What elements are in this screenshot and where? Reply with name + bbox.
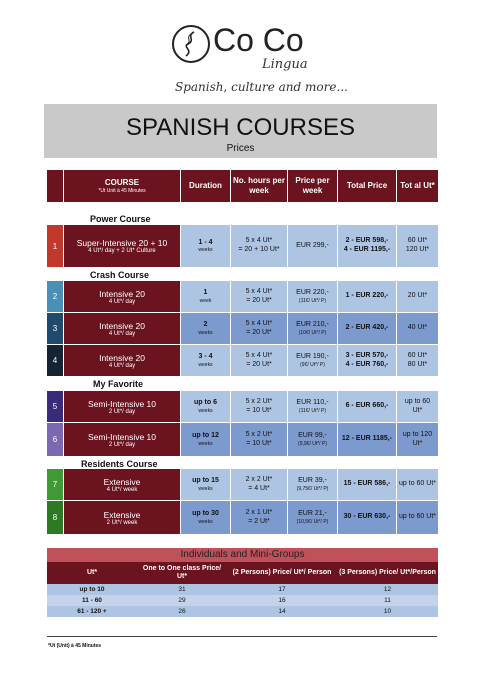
ut-cell — [397, 345, 438, 376]
course-name-cell — [64, 313, 180, 344]
hours-value: 5 x 4 Ut* — [245, 351, 273, 359]
header-price-week: Price per week — [288, 170, 337, 202]
course-detail: 4 Ut*/ day — [108, 330, 136, 337]
price-value: EUR 21,- — [298, 510, 327, 517]
price-one-to-one: 26 — [178, 608, 186, 615]
duration-value: 2 — [203, 321, 208, 328]
page-title: SPANISH COURSES — [126, 114, 355, 141]
total-cell — [338, 345, 396, 376]
duration-cell — [181, 225, 230, 267]
section-crash-course: Crash Course — [90, 270, 150, 280]
total-cell — [338, 281, 396, 312]
total-cell — [338, 469, 396, 500]
duration-value: 1 — [203, 289, 208, 296]
total-line-1: 3 - EUR 570,- — [345, 351, 389, 359]
price-value: EUR 190,- — [296, 353, 329, 360]
hours-value: 5 x 4 Ut* — [245, 237, 273, 245]
hours-cell — [231, 423, 287, 456]
hours-total: = 4 Ut* — [248, 484, 270, 492]
price-value: EUR 99,- — [298, 432, 327, 439]
course-detail: 4 Ut*/ week — [106, 486, 138, 493]
hours-value: 5 x 4 Ut* — [245, 319, 273, 327]
hours-cell — [231, 345, 287, 376]
course-name-cell — [64, 281, 180, 312]
price-per-unit: (11€/ Ut*/ P) — [298, 297, 327, 304]
section-my-favorite: My Favorite — [93, 379, 144, 389]
total-cell — [338, 225, 396, 267]
header-number-cell — [47, 170, 63, 202]
row-number: 8 — [47, 501, 63, 534]
course-detail: 4 Ut*/ day — [108, 362, 136, 369]
header-course — [64, 170, 180, 202]
individuals-title: Individuals and Mini-Groups — [47, 548, 438, 562]
total-line-1: 2 - EUR 598,- — [345, 237, 389, 245]
row-number: 2 — [47, 281, 63, 312]
price-cell — [288, 225, 337, 267]
price-cell — [288, 281, 337, 312]
header-course-label: COURSE — [104, 178, 140, 188]
hours-cell — [231, 469, 287, 500]
hours-total: = 20 Ut* — [246, 296, 272, 304]
duration-cell — [181, 281, 230, 312]
ut-line-2: Ut* — [412, 439, 423, 447]
price-value: EUR 220,- — [296, 289, 329, 296]
duration-value: up to 6 — [194, 399, 217, 406]
total-line-1: 2 - EUR 420,- — [345, 324, 389, 332]
hours-value: 2 x 2 Ut* — [245, 475, 273, 483]
hours-total: = 20 + 10 Ut* — [238, 246, 280, 253]
duration-cell — [181, 469, 230, 500]
total-line-2: 4 - EUR 1195,- — [343, 246, 391, 253]
price-cell — [288, 391, 337, 422]
course-name: Intensive 20 — [99, 288, 145, 299]
course-detail: 2 Ut*/ week — [106, 519, 138, 526]
price-per-unit: (10€/ Ut*/ P) — [298, 329, 327, 336]
total-cell — [338, 313, 396, 344]
row-number: 3 — [47, 313, 63, 344]
ut-cell — [397, 423, 438, 456]
total-line-1: 6 - EUR 660,- — [345, 402, 389, 410]
price-per-unit: (9,75€/ Ut*/ P) — [296, 485, 329, 492]
course-detail: 4 Ut*/ day — [108, 298, 136, 305]
ut-range: 61 - 120 + — [77, 608, 107, 615]
section-power-course: Power Course — [90, 214, 151, 224]
ut-cell — [397, 469, 438, 500]
duration-value: up to 15 — [192, 477, 219, 484]
ut-line-2: Ut* — [412, 406, 423, 414]
ut-line-1: up to 60 Ut* — [399, 513, 436, 521]
ut-cell — [397, 391, 438, 422]
hours-total: = 20 Ut* — [246, 360, 272, 368]
duration-unit: weeks — [198, 361, 213, 368]
ut-cell — [397, 225, 438, 267]
price-value: EUR 210,- — [296, 321, 329, 328]
total-line-1: 30 - EUR 630,- — [343, 513, 391, 521]
hours-value: 5 x 4 Ut* — [245, 287, 273, 295]
course-detail: 2 Ut*/ day — [108, 408, 136, 415]
ut-line-2: 80 Ut* — [407, 360, 428, 368]
page-subtitle: Prices — [226, 143, 255, 154]
logo-wave-icon — [180, 30, 200, 58]
duration-unit: weeks — [198, 518, 213, 525]
header-total: Total Price — [338, 170, 396, 202]
individuals-header-three-persons: (3 Persons) Price/ Ut*/Person — [339, 568, 436, 576]
price-cell — [288, 423, 337, 456]
total-line-1: 12 - EUR 1185,- — [341, 435, 393, 443]
ut-line-1: up to 60 — [404, 397, 431, 405]
course-name-cell — [64, 391, 180, 422]
duration-unit: weeks — [198, 485, 213, 492]
row-number: 6 — [47, 423, 63, 456]
hours-cell — [231, 391, 287, 422]
individuals-header-ut: Ut* — [86, 568, 98, 576]
price-two-persons: 14 — [278, 608, 286, 615]
hours-total: = 2 Ut* — [248, 517, 270, 525]
course-name: Intensive 20 — [99, 320, 145, 331]
price-cell — [288, 313, 337, 344]
hours-total: = 10 Ut* — [246, 406, 272, 414]
course-name: Extensive — [103, 509, 141, 520]
price-two-persons: 17 — [278, 586, 286, 593]
total-line-1: 15 - EUR 586,- — [343, 480, 391, 488]
ut-range: up to 10 — [79, 586, 105, 593]
total-line-2: 4 - EUR 760,- — [345, 360, 389, 368]
price-per-unit: (9€/ Ut*/ P) — [300, 361, 325, 368]
duration-unit: week — [199, 297, 212, 304]
price-cell — [288, 469, 337, 500]
row-number: 7 — [47, 469, 63, 500]
ut-line-1: up to 60 Ut* — [399, 480, 436, 488]
hours-cell — [231, 501, 287, 534]
hours-cell — [231, 281, 287, 312]
hours-total: = 20 Ut* — [246, 328, 272, 336]
price-value: EUR 299,- — [296, 241, 329, 249]
duration-cell — [181, 423, 230, 456]
ut-cell — [397, 501, 438, 534]
total-cell — [338, 501, 396, 534]
course-detail: 2 Ut*/ day — [108, 441, 136, 448]
duration-cell — [181, 345, 230, 376]
price-two-persons: 16 — [278, 597, 286, 604]
ut-line-1: 40 Ut* — [407, 324, 428, 332]
hours-value: 2 x 1 Ut* — [245, 508, 273, 516]
price-per-unit: (10,5€/ Ut*/ P) — [296, 518, 329, 525]
footnote: *Ut (Unit) à 45 Minutes — [48, 643, 102, 649]
duration-value: 1 - 4 — [198, 238, 213, 246]
hours-total: = 10 Ut* — [246, 439, 272, 447]
duration-cell — [181, 313, 230, 344]
total-cell — [338, 391, 396, 422]
ut-range: 11 - 60 — [82, 597, 102, 604]
price-three-persons: 12 — [383, 586, 392, 593]
price-value: EUR 39,- — [298, 477, 327, 484]
hours-cell — [231, 313, 287, 344]
price-value: EUR 110,- — [296, 399, 329, 406]
duration-value: 3 - 4 — [198, 353, 213, 360]
course-name: Semi-Intensive 10 — [87, 431, 157, 442]
course-name-cell — [64, 423, 180, 456]
duration-unit: weeks — [198, 407, 213, 414]
duration-cell — [181, 501, 230, 534]
duration-unit: weeks — [198, 247, 213, 254]
hours-value: 5 x 2 Ut* — [245, 430, 273, 438]
course-name: Extensive — [103, 476, 141, 487]
price-per-unit: (11€/ Ut*/ P) — [298, 407, 327, 414]
row-number: 4 — [47, 345, 63, 376]
price-three-persons: 11 — [384, 597, 391, 604]
duration-value: up to 30 — [192, 510, 219, 517]
course-name: Semi-Intensive 10 — [87, 398, 157, 409]
tagline: Spanish, culture and more... — [175, 80, 348, 94]
course-name-cell — [64, 501, 180, 534]
logo-subtitle: Lingua — [262, 57, 308, 72]
price-one-to-one: 31 — [178, 586, 186, 593]
ut-line-1: up to 120 — [402, 430, 433, 438]
duration-unit: weeks — [198, 329, 213, 336]
course-name-cell — [64, 469, 180, 500]
hours-value: 5 x 2 Ut* — [245, 397, 273, 405]
total-line-1: 1 - EUR 220,- — [345, 292, 389, 300]
row-number: 1 — [47, 225, 63, 267]
course-name-cell — [64, 345, 180, 376]
price-one-to-one: 29 — [178, 597, 186, 604]
logo-name: Co Co — [213, 22, 304, 58]
header-hours: No. hours per week — [231, 170, 287, 202]
row-number: 5 — [47, 391, 63, 422]
price-three-persons: 10 — [383, 608, 392, 615]
ut-line-1: 60 Ut* — [407, 237, 428, 245]
header-duration: Duration — [181, 170, 230, 202]
price-cell — [288, 501, 337, 534]
ut-cell — [397, 313, 438, 344]
ut-line-2: 120 Ut* — [405, 246, 430, 253]
duration-unit: weeks — [198, 440, 213, 447]
footer-divider — [47, 636, 437, 637]
ut-line-1: 60 Ut* — [407, 351, 428, 359]
duration-cell — [181, 391, 230, 422]
price-cell — [288, 345, 337, 376]
individuals-header-two-persons: (2 Persons) Price/ Ut*/ Person — [232, 568, 332, 576]
ut-cell — [397, 281, 438, 312]
ut-line-1: 20 Ut* — [407, 292, 428, 300]
course-detail: 4 Ut*/ day + 2 Ut* Culture — [88, 248, 156, 254]
price-per-unit: (9,9€/ Ut*/ P) — [298, 440, 327, 447]
header-total-ut: Tot al Ut* — [397, 170, 438, 202]
individuals-header-one-to-one: One to One class Price/ Ut* — [142, 564, 222, 580]
section-residents-course: Residents Course — [81, 459, 158, 469]
hours-cell — [231, 225, 287, 267]
course-name-cell — [64, 225, 180, 267]
duration-value: up to 12 — [192, 432, 219, 439]
total-cell — [338, 423, 396, 456]
course-name: Super-Intensive 20 + 10 — [76, 238, 168, 248]
header-course-note: *Ut Unit à 45 Minutes — [98, 187, 146, 194]
course-name: Intensive 20 — [99, 352, 145, 363]
